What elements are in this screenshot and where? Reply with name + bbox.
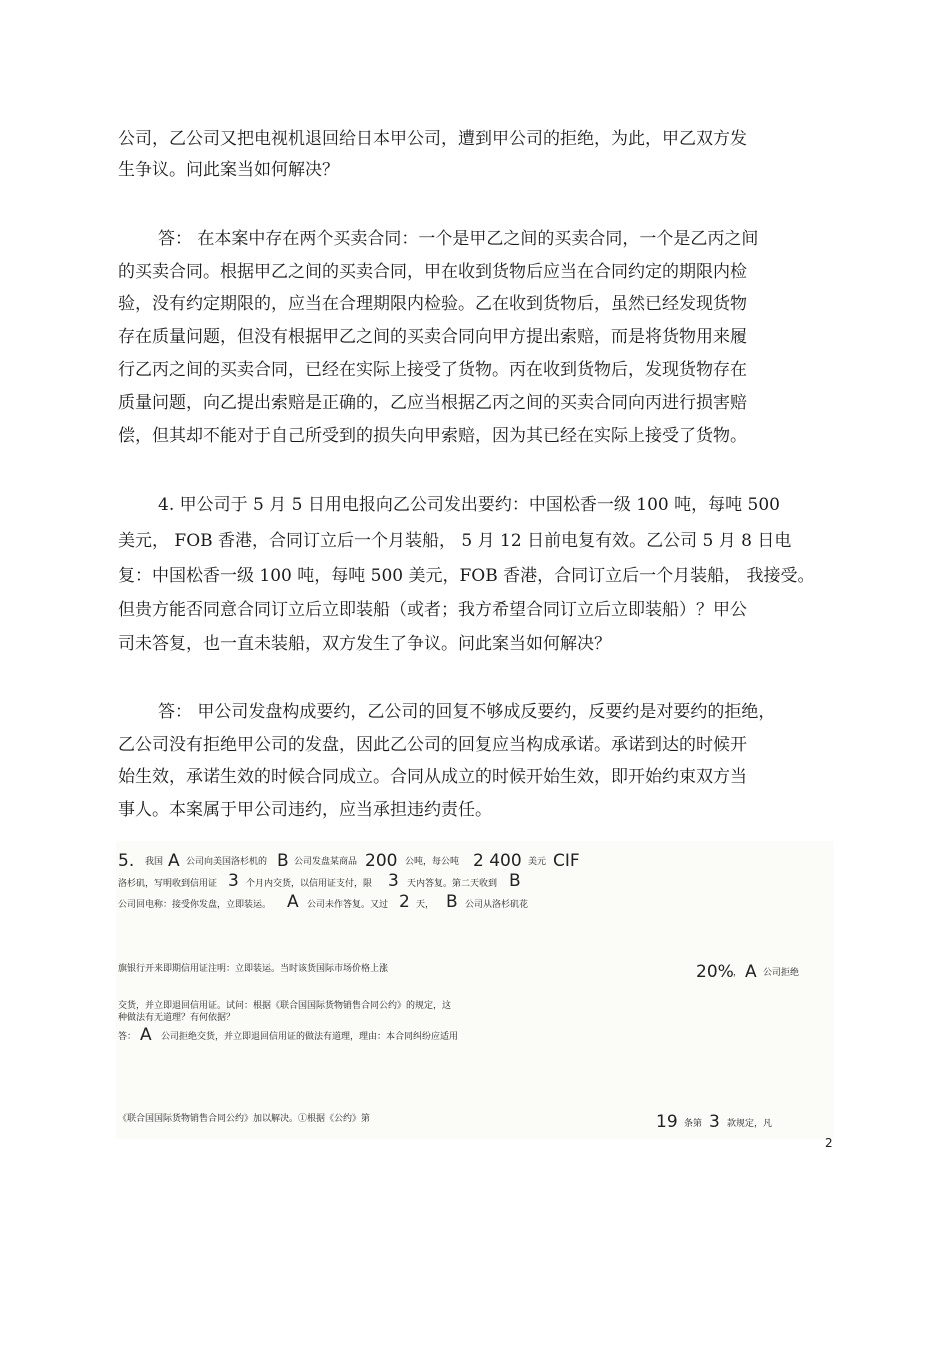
q5-text: B (277, 851, 289, 871)
q5-text: CIF (553, 851, 580, 871)
q5-text: 旗银行开来即期信用证注明：立即装运。当时该货国际市场价格上涨 (118, 964, 389, 974)
q5-text: 公司拒绝交货，并立即退回信用证的做法有道理，理由：本合同纠纷应适用 (161, 1032, 459, 1042)
q5-text: 2 400 (473, 851, 522, 871)
text-line: 生争议。问此案当如何解决？ (118, 160, 339, 180)
q5-text: 公司发盘某商品 (294, 857, 358, 867)
q5-text: A (745, 962, 757, 982)
text-line: 质量问题，向乙提出索赔是正确的，乙应当根据乙丙之间的买卖合同向丙进行损害赔 (118, 393, 747, 413)
text-line: 行乙丙之间的买卖合同，已经在实际上接受了货物。丙在收到货物后，发现货物存在 (118, 360, 747, 380)
q5-text: A (168, 851, 180, 871)
q5-text: 3 (228, 871, 239, 891)
q5-text: 公司回电称：接受你发盘，立即装运。 (118, 900, 272, 910)
q5-text: 2 (399, 892, 410, 912)
page-number: 2 (825, 1136, 833, 1150)
text-line: 验，没有约定期限的，应当在合理期限内检验。乙在收到货物后，虽然已经发现货物 (118, 294, 747, 314)
text-line: 复：中国松香一级 100 吨，每吨 500 美元，FOB 香港，合同订立后一个月装船， 我接受。 (118, 566, 815, 586)
q5-text: 天内答复。第二天收到 (407, 879, 498, 889)
text-line: 始生效，承诺生效的时候合同成立。合同从成立的时候开始生效，即开始约束双方当 (118, 767, 747, 787)
q5-text: 交货，并立即退回信用证。试问：根据《联合国国际货物销售合同公约》的规定，这 (118, 1001, 452, 1011)
q5-text: A (140, 1025, 152, 1045)
text-line: 公司，乙公司又把电视机退回给日本甲公司，遭到甲公司的拒绝，为此，甲乙双方发 (118, 129, 747, 149)
q5-text: B (509, 871, 521, 891)
q5-text: 公司未作答复。又过 (307, 900, 389, 910)
q5-text: 《联合国国际货物销售合同公约》加以解决。①根据《公约》第 (118, 1114, 371, 1124)
q5-text: B (446, 892, 458, 912)
text-line: 4. 甲公司于 5 月 5 日用电报向乙公司发出要约：中国松香一级 100 吨，每吨 500 (158, 495, 780, 515)
text-line: 事人。本案属于甲公司违约，应当承担违约责任。 (118, 800, 492, 820)
text-line: 答： 甲公司发盘构成要约，乙公司的回复不够成反要约，反要约是对要约的拒绝， (158, 702, 776, 722)
q5-text: 条第 (684, 1119, 703, 1129)
q5-text: ， (733, 968, 743, 978)
text-line: 但贵方能否同意合同订立后立即装船（或者；我方希望合同订立后立即装船）？甲公 (118, 600, 747, 620)
text-line: 偿，但其却不能对于自己所受到的损失向甲索赔，因为其已经在实际上接受了货物。 (118, 426, 747, 446)
text-line: 美元， FOB 香港，合同订立后一个月装船， 5 月 12 日前电复有效。乙公司 5 月 8 日电 (118, 531, 792, 551)
q5-text: 美元 (528, 857, 547, 867)
q5-text: 公司从洛杉矶花 (465, 900, 529, 910)
q5-text: 天， (416, 900, 435, 910)
q5-text: 3 (388, 871, 399, 891)
q5-text: 公吨，每公吨 (405, 857, 460, 867)
q5-text: 19 (656, 1112, 678, 1132)
q5-text: 公司向美国洛杉机的 (186, 857, 268, 867)
q5-text: 种做法有无道理？有何依据？ (118, 1013, 236, 1023)
q5-answer-label: 答： (118, 1032, 137, 1042)
q5-text: 款规定，凡 (727, 1119, 773, 1129)
text-line: 存在质量问题，但没有根据甲乙之间的买卖合同向甲方提出索赔，而是将货物用来履 (118, 327, 747, 347)
text-line: 乙公司没有拒绝甲公司的发盘，因此乙公司的回复应当构成承诺。承诺到达的时候开 (118, 735, 747, 755)
q5-text: 我国 (145, 857, 164, 867)
text-line: 答： 在本案中存在两个买卖合同：一个是甲乙之间的买卖合同，一个是乙丙之间 (158, 229, 759, 249)
q5-number: 5. (118, 851, 135, 871)
q5-text: A (287, 892, 299, 912)
q5-text: 个月内交货，以信用证支付，限 (246, 879, 373, 889)
text-line: 司未答复，也一直未装船，双方发生了争议。问此案当如何解决？ (118, 634, 611, 654)
q5-text: 洛杉矶，写明收到信用证 (118, 879, 218, 889)
q5-text: 3 (709, 1112, 720, 1132)
q5-text: 20% (696, 962, 734, 982)
q5-text: 200 (365, 851, 398, 871)
q5-text: 公司拒绝 (763, 968, 800, 978)
text-line: 的买卖合同。根据甲乙之间的买卖合同，甲在收到货物后应当在合同约定的期限内检 (118, 262, 747, 282)
